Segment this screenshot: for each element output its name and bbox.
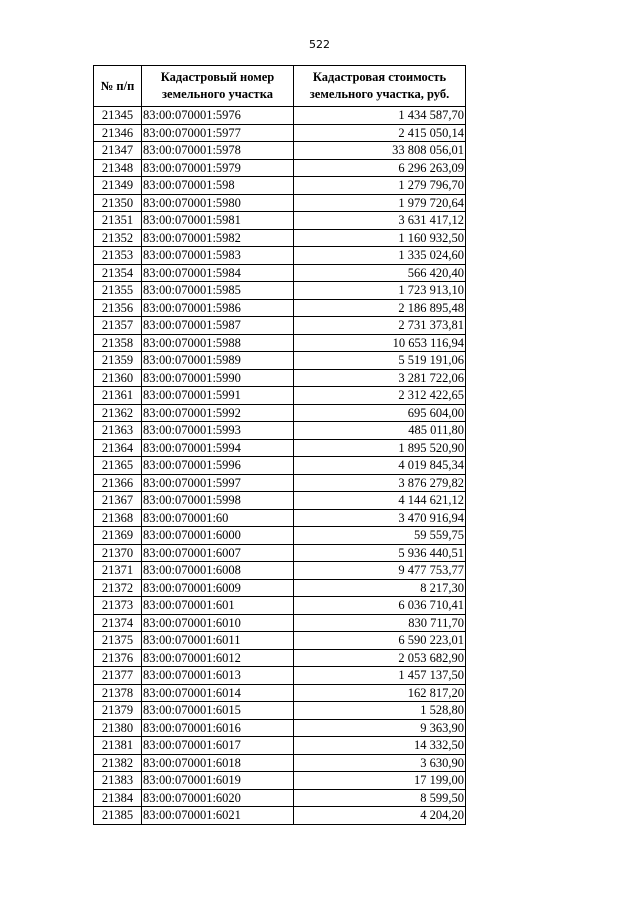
cadastral-number-cell: 83:00:070001:5979 — [142, 159, 294, 177]
row-number-cell: 21361 — [94, 387, 142, 405]
cadastral-number-cell: 83:00:070001:5992 — [142, 404, 294, 422]
row-number-cell: 21356 — [94, 299, 142, 317]
cadastral-value-cell: 1 160 932,50 — [294, 229, 466, 247]
table-row — [94, 457, 466, 475]
row-number-cell: 21379 — [94, 702, 142, 720]
cadastral-number-cell: 83:00:070001:6017 — [142, 737, 294, 755]
table-row — [94, 369, 466, 387]
row-number-cell: 21374 — [94, 614, 142, 632]
cadastral-value-cell: 59 559,75 — [294, 527, 466, 545]
cadastral-number-cell: 83:00:070001:5980 — [142, 194, 294, 212]
table-row — [94, 544, 466, 562]
cadastral-value-cell: 4 019 845,34 — [294, 457, 466, 475]
cadastral-value-cell: 1 723 913,10 — [294, 282, 466, 300]
table-row — [94, 334, 466, 352]
cadastral-value-cell: 3 281 722,06 — [294, 369, 466, 387]
cadastral-number-cell: 83:00:070001:5987 — [142, 317, 294, 335]
row-number-cell: 21347 — [94, 142, 142, 160]
row-number-cell: 21348 — [94, 159, 142, 177]
row-number-cell: 21358 — [94, 334, 142, 352]
row-number-cell: 21370 — [94, 544, 142, 562]
row-number-cell: 21376 — [94, 649, 142, 667]
cadastral-number-cell: 83:00:070001:5981 — [142, 212, 294, 230]
cadastral-number-cell: 83:00:070001:5976 — [142, 107, 294, 125]
table-row — [94, 142, 466, 160]
cadastral-number-cell: 83:00:070001:6020 — [142, 789, 294, 807]
row-number-cell: 21357 — [94, 317, 142, 335]
cadastral-value-cell: 33 808 056,01 — [294, 142, 466, 160]
table-row — [94, 404, 466, 422]
cadastral-number-cell: 83:00:070001:6007 — [142, 544, 294, 562]
cadastral-value-cell: 1 279 796,70 — [294, 177, 466, 195]
table-row — [94, 299, 466, 317]
cadastral-value-cell: 6 590 223,01 — [294, 632, 466, 650]
row-number-cell: 21377 — [94, 667, 142, 685]
page-number: 522 — [309, 38, 330, 51]
cadastral-number-cell: 83:00:070001:5993 — [142, 422, 294, 440]
cadastral-number-cell: 83:00:070001:5997 — [142, 474, 294, 492]
header-cadastral-number: Кадастровый номер земельного участка — [142, 66, 294, 107]
cadastral-number-cell: 83:00:070001:6000 — [142, 527, 294, 545]
table-row — [94, 422, 466, 440]
cadastral-number-cell: 83:00:070001:5986 — [142, 299, 294, 317]
row-number-cell: 21378 — [94, 684, 142, 702]
table-row — [94, 807, 466, 825]
cadastral-number-cell: 83:00:070001:5991 — [142, 387, 294, 405]
table-row — [94, 177, 466, 195]
cadastral-number-cell: 83:00:070001:6021 — [142, 807, 294, 825]
cadastral-value-cell: 8 599,50 — [294, 789, 466, 807]
table-row — [94, 247, 466, 265]
cadastral-number-cell: 83:00:070001:598 — [142, 177, 294, 195]
table-row — [94, 317, 466, 335]
table-row — [94, 264, 466, 282]
cadastral-value-cell: 2 186 895,48 — [294, 299, 466, 317]
cadastral-number-cell: 83:00:070001:5989 — [142, 352, 294, 370]
table-row — [94, 124, 466, 142]
row-number-cell: 21351 — [94, 212, 142, 230]
row-number-cell: 21375 — [94, 632, 142, 650]
cadastral-value-cell: 4 204,20 — [294, 807, 466, 825]
table-row — [94, 649, 466, 667]
cadastral-number-cell: 83:00:070001:6012 — [142, 649, 294, 667]
row-number-cell: 21360 — [94, 369, 142, 387]
row-number-cell: 21354 — [94, 264, 142, 282]
cadastral-value-cell: 3 631 417,12 — [294, 212, 466, 230]
cadastral-value-cell: 6 036 710,41 — [294, 597, 466, 615]
table-row — [94, 194, 466, 212]
cadastral-value-cell: 9 477 753,77 — [294, 562, 466, 580]
table-row — [94, 667, 466, 685]
row-number-cell: 21363 — [94, 422, 142, 440]
table-row — [94, 492, 466, 510]
table-row — [94, 159, 466, 177]
cadastral-value-cell: 485 011,80 — [294, 422, 466, 440]
row-number-cell: 21346 — [94, 124, 142, 142]
cadastral-value-cell: 4 144 621,12 — [294, 492, 466, 510]
cadastral-number-cell: 83:00:070001:5985 — [142, 282, 294, 300]
cadastral-value-cell: 3 876 279,82 — [294, 474, 466, 492]
table-row — [94, 772, 466, 790]
cadastral-value-cell: 17 199,00 — [294, 772, 466, 790]
row-number-cell: 21350 — [94, 194, 142, 212]
cadastral-number-cell: 83:00:070001:6008 — [142, 562, 294, 580]
cadastral-value-cell: 1 457 137,50 — [294, 667, 466, 685]
cadastral-number-cell: 83:00:070001:6009 — [142, 579, 294, 597]
cadastral-value-table — [93, 65, 466, 825]
cadastral-number-cell: 83:00:070001:601 — [142, 597, 294, 615]
table-row — [94, 597, 466, 615]
row-number-cell: 21381 — [94, 737, 142, 755]
cadastral-value-cell: 2 312 422,65 — [294, 387, 466, 405]
row-number-cell: 21366 — [94, 474, 142, 492]
row-number-cell: 21384 — [94, 789, 142, 807]
cadastral-number-cell: 83:00:070001:5996 — [142, 457, 294, 475]
cadastral-number-cell: 83:00:070001:5998 — [142, 492, 294, 510]
cadastral-number-cell: 83:00:070001:6019 — [142, 772, 294, 790]
cadastral-number-cell: 83:00:070001:6010 — [142, 614, 294, 632]
row-number-cell: 21355 — [94, 282, 142, 300]
row-number-cell: 21380 — [94, 719, 142, 737]
cadastral-value-cell: 2 415 050,14 — [294, 124, 466, 142]
row-number-cell: 21371 — [94, 562, 142, 580]
cadastral-number-cell: 83:00:070001:5982 — [142, 229, 294, 247]
row-number-cell: 21372 — [94, 579, 142, 597]
table-row — [94, 719, 466, 737]
cadastral-number-cell: 83:00:070001:6016 — [142, 719, 294, 737]
cadastral-value-cell: 1 895 520,90 — [294, 439, 466, 457]
cadastral-value-cell: 1 528,80 — [294, 702, 466, 720]
cadastral-value-cell: 5 936 440,51 — [294, 544, 466, 562]
header-cadastral-value: Кадастровая стоимость земельного участка, руб. — [294, 66, 466, 107]
row-number-cell: 21352 — [94, 229, 142, 247]
cadastral-number-cell: 83:00:070001:5994 — [142, 439, 294, 457]
cadastral-number-cell: 83:00:070001:5978 — [142, 142, 294, 160]
cadastral-value-cell: 10 653 116,94 — [294, 334, 466, 352]
cadastral-value-cell: 3 470 916,94 — [294, 509, 466, 527]
row-number-cell: 21353 — [94, 247, 142, 265]
row-number-cell: 21382 — [94, 754, 142, 772]
table-row — [94, 702, 466, 720]
row-number-cell: 21359 — [94, 352, 142, 370]
cadastral-value-cell: 1 434 587,70 — [294, 107, 466, 125]
table-row — [94, 282, 466, 300]
cadastral-value-cell: 566 420,40 — [294, 264, 466, 282]
table-row — [94, 562, 466, 580]
table-row — [94, 614, 466, 632]
table-row — [94, 684, 466, 702]
table-row — [94, 737, 466, 755]
cadastral-number-cell: 83:00:070001:6011 — [142, 632, 294, 650]
header-num: № п/п — [94, 66, 142, 107]
cadastral-number-cell: 83:00:070001:5988 — [142, 334, 294, 352]
cadastral-number-cell: 83:00:070001:5983 — [142, 247, 294, 265]
table-body — [94, 107, 466, 825]
cadastral-value-cell: 830 711,70 — [294, 614, 466, 632]
row-number-cell: 21383 — [94, 772, 142, 790]
table-row — [94, 754, 466, 772]
row-number-cell: 21345 — [94, 107, 142, 125]
cadastral-value-cell: 695 604,00 — [294, 404, 466, 422]
table-row — [94, 439, 466, 457]
table-row — [94, 107, 466, 125]
cadastral-number-cell: 83:00:070001:6014 — [142, 684, 294, 702]
cadastral-number-cell: 83:00:070001:60 — [142, 509, 294, 527]
row-number-cell: 21365 — [94, 457, 142, 475]
table-row — [94, 632, 466, 650]
row-number-cell: 21364 — [94, 439, 142, 457]
table-row — [94, 212, 466, 230]
table-row — [94, 387, 466, 405]
cadastral-number-cell: 83:00:070001:6018 — [142, 754, 294, 772]
table-row — [94, 352, 466, 370]
cadastral-value-cell: 6 296 263,09 — [294, 159, 466, 177]
cadastral-value-cell: 8 217,30 — [294, 579, 466, 597]
row-number-cell: 21369 — [94, 527, 142, 545]
row-number-cell: 21368 — [94, 509, 142, 527]
table-row — [94, 789, 466, 807]
cadastral-value-cell: 162 817,20 — [294, 684, 466, 702]
cadastral-value-cell: 14 332,50 — [294, 737, 466, 755]
cadastral-number-cell: 83:00:070001:5977 — [142, 124, 294, 142]
row-number-cell: 21385 — [94, 807, 142, 825]
cadastral-value-cell: 1 335 024,60 — [294, 247, 466, 265]
cadastral-number-cell: 83:00:070001:5990 — [142, 369, 294, 387]
cadastral-number-cell: 83:00:070001:5984 — [142, 264, 294, 282]
table-row — [94, 509, 466, 527]
table-row — [94, 579, 466, 597]
table-header-row — [94, 66, 466, 107]
cadastral-value-cell: 2 731 373,81 — [294, 317, 466, 335]
cadastral-value-cell: 5 519 191,06 — [294, 352, 466, 370]
row-number-cell: 21367 — [94, 492, 142, 510]
row-number-cell: 21373 — [94, 597, 142, 615]
table-row — [94, 229, 466, 247]
cadastral-value-cell: 3 630,90 — [294, 754, 466, 772]
cadastral-value-cell: 9 363,90 — [294, 719, 466, 737]
table-row — [94, 474, 466, 492]
cadastral-value-cell: 2 053 682,90 — [294, 649, 466, 667]
table-row — [94, 527, 466, 545]
row-number-cell: 21349 — [94, 177, 142, 195]
cadastral-number-cell: 83:00:070001:6013 — [142, 667, 294, 685]
cadastral-number-cell: 83:00:070001:6015 — [142, 702, 294, 720]
cadastral-value-cell: 1 979 720,64 — [294, 194, 466, 212]
row-number-cell: 21362 — [94, 404, 142, 422]
